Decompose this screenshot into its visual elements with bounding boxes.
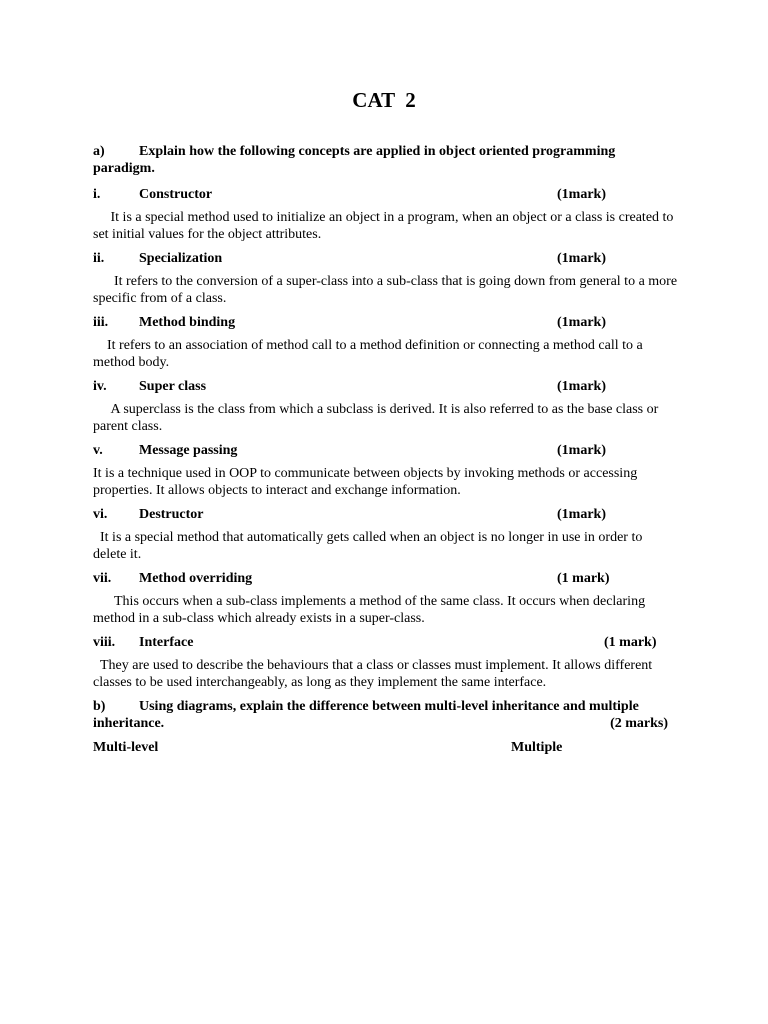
item-marks: (1mark) (557, 315, 606, 330)
item-number: vi. (93, 507, 108, 522)
item-number: ii. (93, 251, 105, 266)
multiple-label: Multiple (511, 740, 563, 755)
item-label: Interface (139, 635, 194, 650)
question-b (93, 698, 678, 732)
question-text: Explain how the following concepts are applied in object oriented programming paradigm. (93, 144, 616, 176)
item-answer: It is a special method that automatically gets called when an object is no longer in use in order to delete it. (93, 530, 646, 562)
question-number: b) (93, 699, 106, 714)
item-label: Message passing (139, 443, 238, 458)
document-body (93, 143, 681, 756)
item-marks: (1mark) (557, 187, 606, 202)
item-heading (93, 506, 678, 523)
item-label: Method binding (139, 315, 236, 330)
item-answer: It is a special method used to initialize an object in a program, when an object or a class is created to set initial values for the object attributes. (93, 210, 677, 242)
item-number: vii. (93, 571, 112, 586)
item-number: iv. (93, 379, 107, 394)
multi-level-label: Multi-level (93, 740, 159, 755)
item-heading (93, 186, 678, 203)
list-item (93, 570, 678, 627)
item-marks: (1mark) (557, 443, 606, 458)
item-marks: (1 mark) (557, 571, 610, 586)
item-heading (93, 250, 678, 267)
item-answer: A superclass is the class from which a subclass is derived. It is also referred to as the base class or parent class. (93, 402, 662, 434)
list-item (93, 506, 678, 563)
item-heading (93, 314, 678, 331)
item-heading (93, 442, 678, 459)
item-heading (93, 570, 678, 587)
list-item (93, 186, 678, 243)
item-label: Destructor (139, 507, 204, 522)
item-answer: They are used to describe the behaviours that a class or classes must implement. It allows different classes to be used interchangeably, as long as they implement the same interface. (93, 658, 656, 690)
question-text: Using diagrams, explain the difference between multi-level inheritance and multiple inheritance. (93, 699, 639, 731)
question-marks: (2 marks) (610, 716, 668, 731)
item-answer: It refers to the conversion of a super-class into a sub-class that is going down from general to a more specific from of a class. (93, 274, 681, 306)
item-label: Specialization (139, 251, 223, 266)
list-item (93, 250, 681, 307)
list-item (93, 314, 678, 371)
item-number: viii. (93, 635, 116, 650)
question-number: a) (93, 144, 105, 159)
item-marks: (1mark) (557, 379, 606, 394)
item-answer: It refers to an association of method call to a method definition or connecting a method call to a method body. (93, 338, 647, 370)
item-marks: (1mark) (557, 251, 606, 266)
item-label: Constructor (139, 187, 213, 202)
item-heading (93, 378, 678, 395)
item-label: Super class (139, 379, 207, 394)
list-item (93, 634, 678, 691)
item-number: v. (93, 443, 103, 458)
diagram-labels (93, 739, 678, 756)
page-title: CAT 2 (352, 88, 416, 112)
item-marks: (1 mark) (604, 635, 657, 650)
item-number: iii. (93, 315, 109, 330)
item-answer: This occurs when a sub-class implements a method of the same class. It occurs when declaring method in a sub-class which already exists in a super-class. (93, 594, 649, 626)
question-a (93, 143, 678, 177)
item-marks: (1mark) (557, 507, 606, 522)
list-item (93, 442, 678, 499)
item-answer: It is a technique used in OOP to communicate between objects by invoking methods or accessing properties. It allows objects to interact and exchange information. (93, 466, 641, 498)
item-heading (93, 634, 678, 651)
item-number: i. (93, 187, 101, 202)
list-item (93, 378, 678, 435)
item-label: Method overriding (139, 571, 253, 586)
